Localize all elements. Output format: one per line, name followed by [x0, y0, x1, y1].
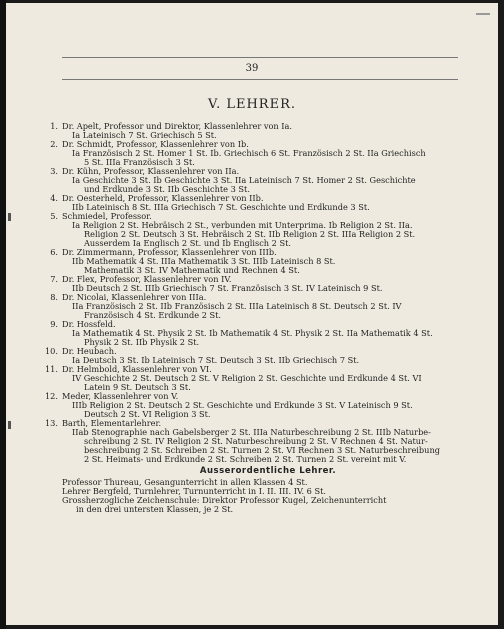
binding-mark: [8, 421, 11, 429]
entry-number: 4.: [50, 193, 58, 203]
entry-head: Dr. Nicolai, Klassenlehrer von IIIa.: [62, 292, 207, 302]
extra-teacher-line: Lehrer Bergfeld, Turnlehrer, Turnunterricht in I. II. III. IV. 6 St.: [62, 486, 326, 496]
entry-line: Ia Religion 2 St. Hebräisch 2 St., verbunden mit Unterprima. Ib Religion 2 St. IIa.: [72, 220, 413, 230]
entry-line: IIa Französisch 2 St. IIb Französisch 2 St. IIIa Lateinisch 8 St. Deutsch 2 St. IV: [72, 301, 402, 311]
extra-teacher-line: in den drei untersten Klassen, je 2 St.: [76, 504, 234, 514]
entry-number: 11.: [44, 364, 58, 374]
entry-line: Religion 2 St. Deutsch 3 St. Hebräisch 2 St. IIb Religion 2 St. IIIa Religion 2 St.: [84, 229, 416, 239]
entry-head: Dr. Schmidt, Professor, Klassenlehrer von Ib.: [62, 139, 249, 149]
entry-line: 5 St. IIIa Französisch 3 St.: [84, 157, 195, 167]
entry-head: Dr. Zimmermann, Professor, Klassenlehrer von IIIb.: [62, 247, 277, 257]
entry-head: Dr. Apelt, Professor und Direktor, Klassenlehrer von Ia.: [62, 121, 293, 131]
entry-line: Ausserdem Ia Englisch 2 St. und Ib Englisch 2 St.: [84, 238, 291, 248]
teacher-entry: [48, 212, 488, 248]
document-page: [6, 3, 498, 625]
entry-number: 8.: [50, 292, 58, 302]
entry-line: Deutsch 2 St. VI Religion 3 St.: [84, 409, 211, 419]
entry-number: 2.: [50, 139, 58, 149]
entry-head: Dr. Flex, Professor, Klassenlehrer von IV.: [62, 274, 232, 284]
entry-line: Ia Mathematik 4 St. Physik 2 St. Ib Mathematik 4 St. Physik 2 St. IIa Mathematik 4 St.: [72, 328, 433, 338]
entry-head: Dr. Oesterheld, Professor, Klassenlehrer von IIb.: [62, 193, 264, 203]
teacher-entry: [48, 167, 488, 194]
teacher-entry: [48, 122, 488, 140]
entry-line: IIIb Religion 2 St. Deutsch 2 St. Geschichte und Erdkunde 3 St. V Lateinisch 9 St.: [72, 400, 413, 410]
teacher-entry: [48, 275, 488, 293]
header-rule: [62, 79, 458, 80]
entry-number: 12.: [44, 391, 58, 401]
extra-teachers-heading: Ausserordentliche Lehrer.: [199, 466, 337, 476]
entry-number: 3.: [50, 166, 58, 176]
entry-head: Dr. Heubach.: [62, 346, 117, 356]
entry-line: Ia Lateinisch 7 St. Griechisch 5 St.: [72, 130, 217, 140]
entry-line: IIab Stenographie nach Gabelsberger 2 St. IIIa Naturbeschreibung 2 St. IIIb Naturbe-: [72, 427, 431, 437]
extra-teacher-line: Professor Thureau, Gesangunterricht in allen Klassen 4 St.: [62, 477, 308, 487]
binding-mark: [8, 213, 11, 221]
entry-line: und Erdkunde 3 St. IIb Geschichte 3 St.: [84, 184, 250, 194]
entry-line: Mathematik 3 St. IV Mathematik und Rechnen 4 St.: [84, 265, 300, 275]
entry-line: IIb Deutsch 2 St. IIIb Griechisch 7 St. Französisch 3 St. IV Lateinisch 9 St.: [72, 283, 383, 293]
entry-number: 6.: [50, 247, 58, 257]
extra-teacher-line: Grossherzogliche Zeichenschule: Direktor Professor Kugel, Zeichenunterricht: [62, 495, 387, 505]
entry-line: IIb Mathematik 4 St. IIIa Mathematik 3 St. IIIb Lateinisch 8 St.: [72, 256, 336, 266]
section-heading: V. LEHRER.: [207, 97, 297, 112]
entry-line: IIb Lateinisch 8 St. IIIa Griechisch 7 St. Geschichte und Erdkunde 3 St.: [72, 202, 370, 212]
teacher-entry: [44, 391, 488, 419]
entry-line: IV Geschichte 2 St. Deutsch 2 St. V Religion 2 St. Geschichte und Erdkunde 4 St. VI: [72, 373, 422, 383]
teacher-entry: [44, 418, 488, 464]
scan-mark: [476, 13, 490, 15]
entry-line: Physik 2 St. IIb Physik 2 St.: [84, 337, 200, 347]
entry-head: Dr. Helmbold, Klassenlehrer von VI.: [62, 364, 212, 374]
entry-head: Dr. Hossfeld.: [62, 319, 116, 329]
entry-line: schreibung 2 St. IV Religion 2 St. Naturbeschreibung 2 St. V Rechnen 4 St. Natur-: [84, 436, 428, 446]
entry-line: beschreibung 2 St. Schreiben 2 St. Turnen 2 St. VI Rechnen 3 St. Naturbeschreibung: [84, 445, 440, 455]
page-number: 39: [245, 63, 259, 74]
entry-head: Barth, Elementarlehrer.: [62, 418, 162, 428]
entry-line: Ia Geschichte 3 St. Ib Geschichte 3 St. IIa Lateinisch 7 St. Homer 2 St. Geschichte: [72, 175, 416, 185]
entry-head: Dr. Kühn, Professor, Klassenlehrer von IIa.: [62, 166, 240, 176]
entry-number: 9.: [50, 319, 58, 329]
teacher-list: [44, 121, 488, 514]
entry-head: Meder, Klassenlehrer von V.: [62, 391, 179, 401]
teacher-entry: [48, 248, 488, 275]
teacher-entry: [44, 364, 488, 392]
entry-line: Latein 9 St. Deutsch 3 St.: [84, 382, 191, 392]
entry-line: Ia Französisch 2 St. Homer 1 St. Ib. Griechisch 6 St. Französisch 2 St. IIa Griechisch: [72, 148, 426, 158]
entry-number: 1.: [50, 121, 58, 131]
teacher-entry: [48, 293, 488, 320]
entry-number: 7.: [50, 274, 58, 284]
entry-number: 13.: [44, 418, 58, 428]
teacher-entry: [48, 140, 488, 167]
top-rule: [62, 57, 458, 58]
entry-line: Französisch 4 St. Erdkunde 2 St.: [84, 310, 222, 320]
teacher-entry: [48, 320, 488, 347]
entry-line: Ia Deutsch 3 St. Ib Lateinisch 7 St. Deutsch 3 St. IIb Griechisch 7 St.: [72, 355, 360, 365]
teacher-entry: [48, 194, 488, 212]
entry-number: 5.: [50, 211, 58, 221]
teacher-entry: [44, 346, 488, 365]
entry-number: 10.: [44, 346, 58, 356]
entry-line: 2 St. Heimats- und Erdkunde 2 St. Schreiben 2 St. Turnen 2 St. vereint mit V.: [84, 454, 407, 464]
entry-head: Schmiedel, Professor.: [62, 211, 152, 221]
